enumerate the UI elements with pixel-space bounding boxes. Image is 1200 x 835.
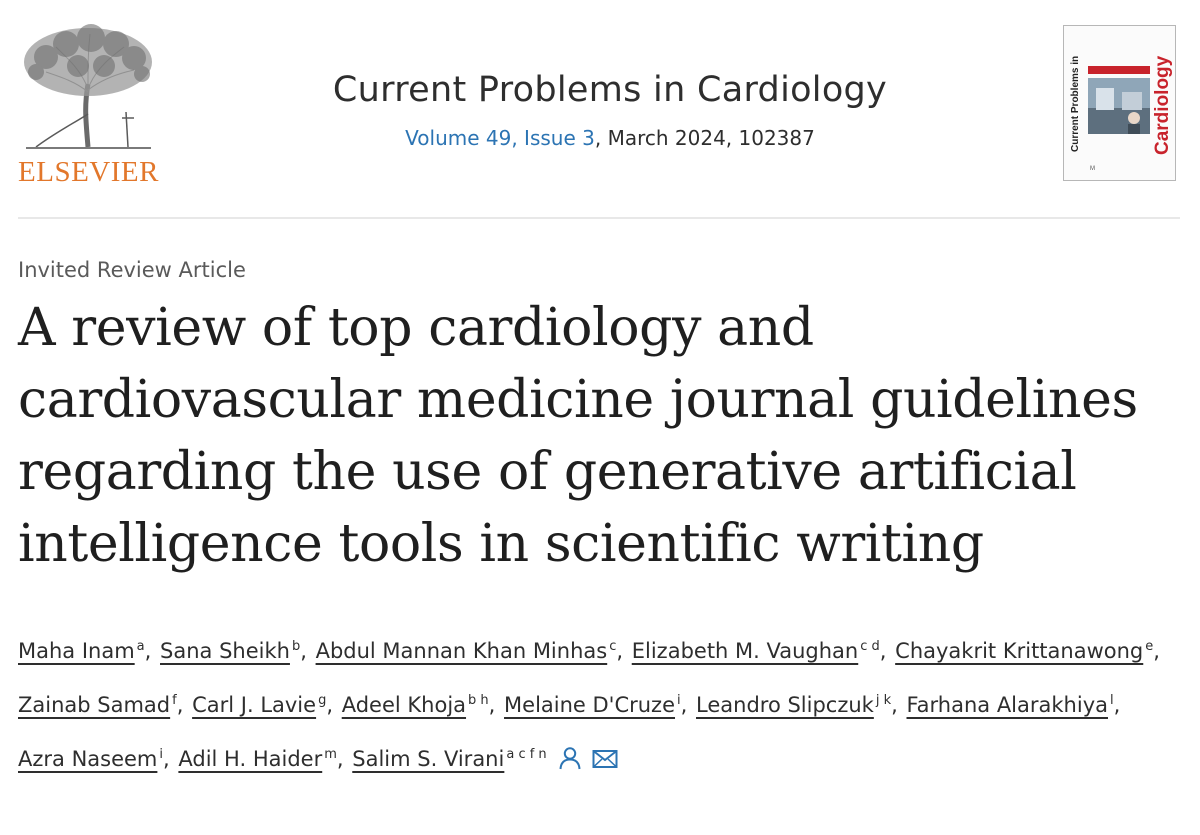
issue-date-article-number: , March 2024, 102387 xyxy=(594,126,815,150)
author-name-link[interactable]: Adeel Khoja xyxy=(341,693,467,717)
author-separator: , xyxy=(616,639,624,663)
elsevier-logo[interactable] xyxy=(16,22,161,187)
author-affiliation-marker[interactable]: c xyxy=(609,639,617,654)
cover-publisher-mark: M xyxy=(1090,166,1095,172)
author-name-link[interactable]: Melaine D'Cruze xyxy=(504,693,676,717)
author-item xyxy=(18,639,153,663)
author-name-link[interactable]: Maha Inam xyxy=(18,639,135,663)
author-affiliation-marker[interactable]: i xyxy=(159,747,164,762)
author-affiliation-marker[interactable]: b h xyxy=(468,693,489,708)
journal-header xyxy=(0,0,1200,220)
journal-title-link[interactable]: Current Problems in Cardiology xyxy=(332,70,888,110)
article-type-label: Invited Review Article xyxy=(18,258,246,282)
cover-title-text: Cardiology xyxy=(1152,55,1173,155)
author-item xyxy=(160,639,309,663)
tree-icon xyxy=(16,22,161,152)
envelope-icon[interactable] xyxy=(591,740,619,789)
author-separator: , xyxy=(680,693,688,717)
author-affiliation-marker[interactable]: i xyxy=(677,693,681,708)
author-name-link[interactable]: Elizabeth M. Vaughan xyxy=(631,639,859,663)
author-item xyxy=(632,639,889,663)
author-item xyxy=(18,747,172,771)
author-item xyxy=(178,747,345,771)
author-affiliation-marker[interactable]: a xyxy=(136,639,145,654)
author-list xyxy=(18,622,1193,789)
author-separator: , xyxy=(176,693,184,717)
author-separator: , xyxy=(1113,693,1121,717)
author-name-link[interactable]: Zainab Samad xyxy=(18,693,171,717)
author-item xyxy=(696,693,900,717)
journal-info xyxy=(250,70,970,150)
author-item xyxy=(504,693,689,717)
author-separator: , xyxy=(488,693,496,717)
author-affiliation-marker[interactable]: g xyxy=(318,693,327,708)
author-name-link[interactable]: Azra Naseem xyxy=(18,747,158,771)
author-name-link[interactable]: Leandro Slipczuk xyxy=(696,693,874,717)
cover-red-band xyxy=(1088,66,1150,74)
author-affiliation-marker[interactable]: b xyxy=(291,639,301,654)
author-item xyxy=(18,693,185,717)
author-name-link[interactable]: Salim S. Virani xyxy=(352,747,505,771)
author-separator: , xyxy=(891,693,898,717)
issue-info xyxy=(250,126,970,150)
author-separator: , xyxy=(144,639,152,663)
publisher-wordmark: ELSEVIER xyxy=(18,156,159,188)
author-affiliation-marker[interactable]: j k xyxy=(875,693,892,708)
article-title: A review of top cardiology and cardiovascular medicine journal guidelines regarding the use of generative artificial intelligence tools in scientific writing xyxy=(18,298,1138,574)
author-affiliation-marker[interactable]: m xyxy=(324,747,337,762)
author-item xyxy=(192,693,335,717)
volume-issue-link[interactable]: Volume 49, Issue 3 xyxy=(405,126,595,150)
author-separator: , xyxy=(1153,639,1160,663)
author-name-link[interactable]: Sana Sheikh xyxy=(160,639,290,663)
author-item xyxy=(342,693,498,717)
person-icon[interactable] xyxy=(557,740,583,789)
author-affiliation-marker[interactable]: c d xyxy=(860,639,880,654)
author-item xyxy=(316,639,625,663)
author-separator: , xyxy=(300,639,307,663)
author-name-link[interactable]: Farhana Alarakhiya xyxy=(906,693,1108,717)
cover-photo-image xyxy=(1088,78,1150,134)
author-name-link[interactable]: Abdul Mannan Khan Minhas xyxy=(315,639,608,663)
author-name-link[interactable]: Chayakrit Krittanawong xyxy=(895,639,1144,663)
author-item xyxy=(895,639,1162,663)
author-separator: , xyxy=(326,693,334,717)
author-name-link[interactable]: Carl J. Lavie xyxy=(192,693,317,717)
author-item xyxy=(907,693,1123,717)
author-affiliation-marker[interactable]: e xyxy=(1145,639,1154,654)
author-item xyxy=(352,747,618,771)
author-affiliation-marker[interactable]: f xyxy=(172,693,177,708)
author-separator: , xyxy=(163,747,170,771)
header-divider xyxy=(18,217,1180,219)
author-affiliation-marker[interactable]: l xyxy=(1110,693,1114,708)
author-separator: , xyxy=(879,639,887,663)
author-separator: , xyxy=(336,747,344,771)
author-name-link[interactable]: Adil H. Haider xyxy=(178,747,323,771)
author-affiliation-marker[interactable]: a c f n xyxy=(506,747,547,762)
cover-spine-text: Current Problems in xyxy=(1070,55,1081,153)
journal-cover-thumbnail[interactable] xyxy=(1063,25,1176,181)
